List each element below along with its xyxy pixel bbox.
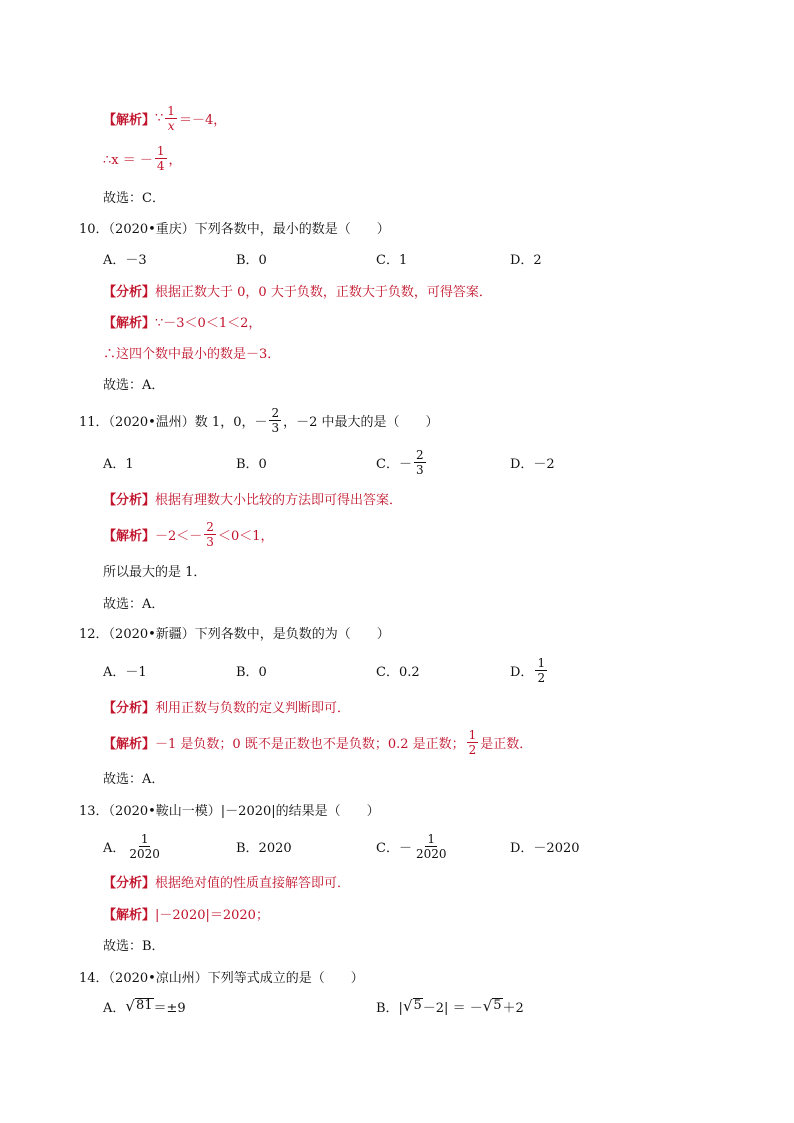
q14-option-a: A． √ 81 ＝±9: [103, 996, 186, 1016]
q9-solution-fraction: $\frac{1}{x}$: [167, 103, 175, 133]
solution-tag: 【解析】: [103, 736, 156, 752]
q13-option-d: D．－2020: [510, 840, 580, 856]
q13-option-a: A． $\frac{1}{2020}$: [103, 831, 160, 861]
q12-solution-line: 【解析】 －1 是负数；0 既不是正数也不是负数；0.2 是正数； $\frac{1}{2}$ 是正数．: [103, 727, 533, 757]
q10-stem: 10．（2020•重庆）下列各数中，最小的数是（ ）: [79, 221, 390, 237]
solution-tag: 【解析】: [103, 112, 156, 128]
q12-option-a: A．－1: [103, 664, 147, 680]
q12-answer: 故选：A．: [103, 771, 165, 787]
sqrt-symbol: √ 5: [402, 996, 422, 1015]
q9-solution-post: ＝－4，: [178, 112, 227, 128]
analysis-tag: 【分析】: [103, 700, 156, 716]
q13-solution: |－2020|＝2020；: [155, 907, 269, 923]
q9-solution-line: [103, 104, 226, 132]
q11-option-b: B．0: [236, 456, 267, 472]
q10-analysis-line: [103, 276, 492, 304]
q9-fraction-2: $\frac{1}{4}$: [156, 143, 165, 173]
q13-analysis-line: [103, 867, 350, 895]
q14-option-b: B．| √ 5 －2| ＝ － √ 5 ＋2: [376, 996, 524, 1016]
sqrt-symbol: √ 81: [125, 996, 153, 1015]
q10-solution: ∵－3＜0＜1＜2，: [155, 315, 262, 331]
q11-analysis-line: [103, 484, 402, 512]
analysis-tag: 【分析】: [103, 875, 156, 891]
q11-stem-fraction: $\frac{2}{3}$: [271, 405, 280, 435]
q10-option-c: C．1: [376, 252, 408, 268]
analysis-tag: 【分析】: [103, 492, 156, 508]
q13-option-c: C．－ $\frac{1}{2020}$: [376, 831, 447, 861]
q10-option-b: B．0: [236, 252, 267, 268]
q10-answer: 故选：A．: [103, 377, 165, 393]
q13-option-a-fraction: $\frac{1}{2020}$: [129, 831, 160, 861]
q9-solution-pre: ∵: [155, 110, 164, 126]
q11-analysis: 根据有理数大小比较的方法即可得出答案．: [155, 492, 403, 508]
q13-stem: 13．（2020•鞍山一模）|－2020|的结果是（ ）: [79, 803, 380, 819]
q11-solution-line: 【解析】 －2＜－ $\frac{2}{3}$ ＜0＜1，: [103, 519, 274, 549]
q11-option-d: D．－2: [510, 456, 555, 472]
solution-tag: 【解析】: [103, 528, 156, 544]
q12-solution-fraction: $\frac{1}{2}$: [468, 727, 477, 757]
solution-tag: 【解析】: [103, 315, 156, 331]
analysis-tag: 【分析】: [103, 284, 156, 300]
q11-option-c: C．－ $\frac{2}{3}$: [376, 447, 424, 477]
q11-stem: 11．（2020•温州）数 1，0，－ $\frac{2}{3}$ ，－2 中最大的是（ ）: [79, 405, 439, 435]
q9-answer: 故选：C．: [103, 190, 165, 206]
q13-solution-line: [103, 899, 269, 927]
q13-answer: 故选：B．: [103, 938, 165, 954]
q11-solution-fraction: $\frac{2}{3}$: [206, 519, 214, 549]
solution-tag: 【解析】: [103, 907, 156, 923]
q12-stem: 12．（2020•新疆）下列各数中，是负数的为（ ）: [79, 626, 390, 642]
sqrt-symbol: √ 5: [482, 996, 502, 1015]
q10-option-d: D．2: [510, 252, 542, 268]
q10-option-a: A．－3: [103, 252, 147, 268]
q13-option-b: B．2020: [236, 840, 292, 856]
q11-option-c-fraction: $\frac{2}{3}$: [415, 447, 424, 477]
q11-solution-line-2: 所以最大的是 1．: [103, 564, 207, 580]
q12-analysis-line: [103, 692, 350, 720]
q12-option-d-fraction: $\frac{1}{2}$: [537, 655, 546, 685]
q13-option-c-fraction: $\frac{1}{2020}$: [415, 831, 447, 861]
q11-answer: 故选：A．: [103, 596, 165, 612]
q12-option-d: D． $\frac{1}{2}$: [510, 655, 546, 685]
q11-option-a: A．1: [103, 456, 134, 472]
q13-analysis: 根据绝对值的性质直接解答即可．: [155, 875, 351, 891]
q10-solution-line-2: ∴这四个数中最小的数是－3．: [103, 346, 281, 362]
q12-option-c: C．0.2: [376, 664, 420, 680]
q12-analysis: 利用正数与负数的定义判断即可．: [155, 700, 351, 716]
q10-solution-line: [103, 307, 261, 335]
q12-option-b: B．0: [236, 664, 267, 680]
q14-stem: 14．（2020•凉山州）下列等式成立的是（ ）: [79, 970, 364, 986]
q10-analysis: 根据正数大于 0，0 大于负数，正数大于负数，可得答案．: [155, 284, 492, 300]
q9-solution-line-2: ∴x ＝ － $\frac{1}{4}$ ，: [103, 143, 182, 173]
